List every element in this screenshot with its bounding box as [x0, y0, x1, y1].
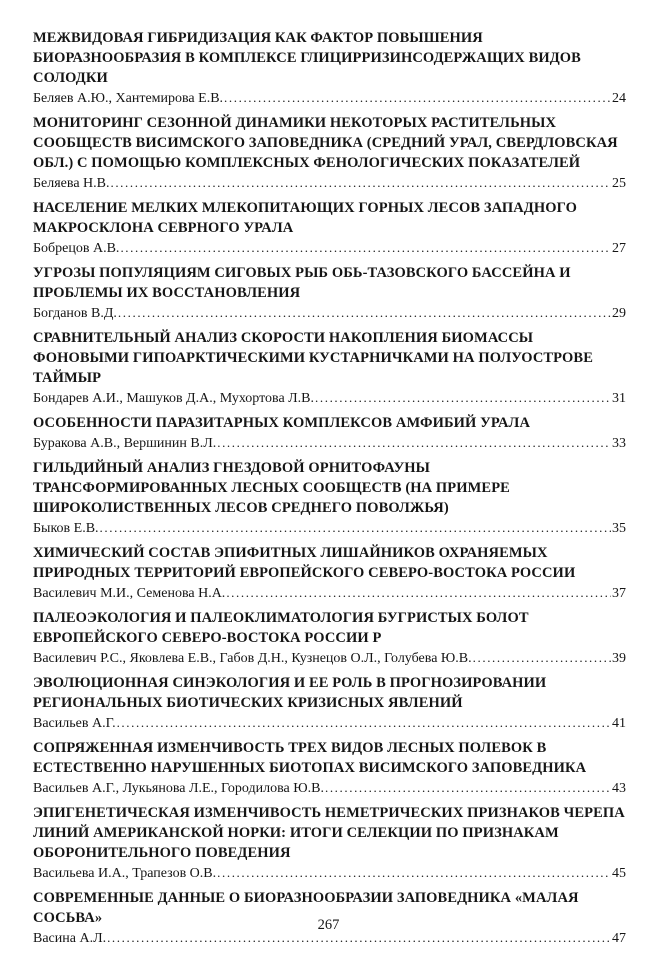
entry-title: ХИМИЧЕСКИЙ СОСТАВ ЭПИФИТНЫХ ЛИШАЙНИКОВ ОХРАНЯЕМЫХ ПРИРОДНЫХ ТЕРРИТОРИЙ ЕВРОПЕЙСКОГО СЕВЕРО-ВОСТОКА РОССИИ	[33, 545, 576, 581]
toc-entry	[33, 198, 626, 259]
entry-authors-line	[33, 648, 626, 669]
dot-leader	[120, 238, 611, 259]
toc-entry	[33, 113, 626, 194]
dot-leader	[226, 583, 611, 604]
entry-title: ЭВОЛЮЦИОННАЯ СИНЭКОЛОГИЯ И ЕЕ РОЛЬ В ПРОГНОЗИРОВАНИИ РЕГИОНАЛЬНЫХ БИОТИЧЕСКИХ КРИЗИСНЫХ ЯВЛЕНИЙ	[33, 675, 547, 711]
toc-entry	[33, 738, 626, 799]
entry-authors: Богданов В.Д.	[33, 306, 117, 321]
toc-entry	[33, 263, 626, 324]
entry-page-number: 47	[612, 931, 626, 946]
entry-page-number: 35	[612, 521, 626, 536]
toc-entry	[33, 543, 626, 604]
entry-page-number: 37	[612, 586, 626, 601]
dot-leader	[100, 518, 611, 539]
entry-authors: Буракова А.В., Вершинин В.Л.	[33, 436, 217, 451]
dot-leader	[217, 433, 611, 454]
entry-title: МЕЖВИДОВАЯ ГИБРИДИЗАЦИЯ КАК ФАКТОР ПОВЫШЕНИЯ БИОРАЗНООБРАЗИЯ В КОМПЛЕКСЕ ГЛИЦИРРИЗИНСОДЕРЖАЩИХ ВИДОВ СОЛОДКИ	[33, 30, 581, 86]
page-number-footer: 267	[317, 917, 340, 933]
toc-page-content	[33, 28, 626, 953]
entry-authors-line	[33, 173, 626, 194]
entry-authors: Беляев А.Ю., Хантемирова Е.В.	[33, 91, 224, 106]
entry-page-number: 39	[612, 651, 626, 666]
dot-leader	[315, 388, 611, 409]
entry-authors-line	[33, 713, 626, 734]
entry-authors-line	[33, 778, 626, 799]
entry-page-number: 45	[612, 866, 626, 881]
dot-leader	[118, 303, 611, 324]
entry-title: ЭПИГЕНЕТИЧЕСКАЯ ИЗМЕНЧИВОСТЬ НЕМЕТРИЧЕСКИХ ПРИЗНАКОВ ЧЕРЕПА ЛИНИЙ АМЕРИКАНСКОЙ НОРКИ: ИТОГИ СЕЛЕКЦИИ ПО ПРИЗНАКАМ ОБОРОНИТЕЛЬНОГО ПОВЕДЕНИЯ	[33, 805, 625, 861]
dot-leader	[473, 648, 611, 669]
entry-authors-line	[33, 583, 626, 604]
toc-entry	[33, 458, 626, 539]
entry-title: ОСОБЕННОСТИ ПАРАЗИТАРНЫХ КОМПЛЕКСОВ АМФИБИЙ УРАЛА	[33, 415, 531, 431]
entry-title: УГРОЗЫ ПОПУЛЯЦИЯМ СИГОВЫХ РЫБ ОБЬ-ТАЗОВСКОГО БАССЕЙНА И ПРОБЛЕМЫ ИХ ВОССТАНОВЛЕНИЯ	[33, 265, 571, 301]
entry-authors: Васильев А.Г., Лукьянова Л.Е., Городилова Ю.В.	[33, 781, 324, 796]
entry-title: ГИЛЬДИЙНЫЙ АНАЛИЗ ГНЕЗДОВОЙ ОРНИТОФАУНЫ ТРАНСФОРМИРОВАННЫХ ЛЕСНЫХ СООБЩЕСТВ (НА ПРИМЕРЕ ШИРОКОЛИСТВЕННЫХ ЛЕСОВ СРЕДНЕГО ПОВОЛЖЬЯ)	[33, 460, 510, 516]
entry-authors-line	[33, 388, 626, 409]
entry-authors: Василевич М.И., Семенова Н.А.	[33, 586, 226, 601]
entry-authors-line	[33, 238, 626, 259]
entry-page-number: 33	[612, 436, 626, 451]
entry-page-number: 43	[612, 781, 626, 796]
entry-title: МОНИТОРИНГ СЕЗОННОЙ ДИНАМИКИ НЕКОТОРЫХ РАСТИТЕЛЬНЫХ СООБЩЕСТВ ВИСИМСКОГО ЗАПОВЕДНИКА (СРЕДНИЙ УРАЛ, СВЕРДЛОВСКАЯ ОБЛ.) С ПОМОЩЬЮ КОМПЛЕКСНЫХ ФЕНОЛОГИЧЕСКИХ ПОКАЗАТЕЛЕЙ	[33, 115, 618, 171]
entry-authors: Бобрецов А.В.	[33, 241, 120, 256]
entry-authors-line	[33, 518, 626, 539]
entry-authors: Бондарев А.И., Машуков Д.А., Мухортова Л.В.	[33, 391, 315, 406]
entry-page-number: 31	[612, 391, 626, 406]
dot-leader	[224, 88, 611, 109]
entry-title: СОВРЕМЕННЫЕ ДАННЫЕ О БИОРАЗНООБРАЗИИ ЗАПОВЕДНИКА «МАЛАЯ СОСЬВА»	[33, 890, 579, 926]
entry-authors: Васильева И.А., Трапезов О.В.	[33, 866, 217, 881]
entry-authors: Беляева Н.В.	[33, 176, 110, 191]
entry-page-number: 41	[612, 716, 626, 731]
entry-authors-line	[33, 433, 626, 454]
entry-authors: Василевич Р.С., Яковлева Е.В., Габов Д.Н., Кузнецов О.Л., Голубева Ю.В.	[33, 651, 472, 666]
entry-title: НАСЕЛЕНИЕ МЕЛКИХ МЛЕКОПИТАЮЩИХ ГОРНЫХ ЛЕСОВ ЗАПАДНОГО МАКРОСКЛОНА СЕВРНОГО УРАЛА	[33, 200, 577, 236]
entry-title: СОПРЯЖЕННАЯ ИЗМЕНЧИВОСТЬ ТРЕХ ВИДОВ ЛЕСНЫХ ПОЛЕВОК В ЕСТЕСТВЕННО НАРУШЕННЫХ БИОТОПАХ ВИСИМСКОГО ЗАПОВЕДНИКА	[33, 740, 587, 776]
toc-entry	[33, 803, 626, 884]
entry-title: ПАЛЕОЭКОЛОГИЯ И ПАЛЕОКЛИМАТОЛОГИЯ БУГРИСТЫХ БОЛОТ ЕВРОПЕЙСКОГО СЕВЕРО-ВОСТОКА РОССИИ Р	[33, 610, 529, 646]
dot-leader	[325, 778, 611, 799]
entry-page-number: 24	[612, 91, 626, 106]
entry-authors: Быков Е.В.	[33, 521, 99, 536]
toc-entry	[33, 608, 626, 669]
toc-entry	[33, 673, 626, 734]
entry-authors: Васильев А.Г.	[33, 716, 116, 731]
dot-leader	[110, 173, 611, 194]
entry-page-number: 25	[612, 176, 626, 191]
entry-authors-line	[33, 863, 626, 884]
dot-leader	[217, 863, 611, 884]
entry-page-number: 27	[612, 241, 626, 256]
entry-authors: Васина А.Л.	[33, 931, 107, 946]
toc-entry	[33, 413, 626, 454]
entry-page-number: 29	[612, 306, 626, 321]
entry-authors-line	[33, 303, 626, 324]
entry-title: СРАВНИТЕЛЬНЫЙ АНАЛИЗ СКОРОСТИ НАКОПЛЕНИЯ БИОМАССЫ ФОНОВЫМИ ГИПОАРКТИЧЕСКИМИ КУСТАРНИЧКАМИ НА ПОЛУОСТРОВЕ ТАЙМЫР	[33, 330, 593, 386]
entry-authors-line	[33, 88, 626, 109]
toc-entry	[33, 28, 626, 109]
toc-entry	[33, 328, 626, 409]
dot-leader	[117, 713, 611, 734]
